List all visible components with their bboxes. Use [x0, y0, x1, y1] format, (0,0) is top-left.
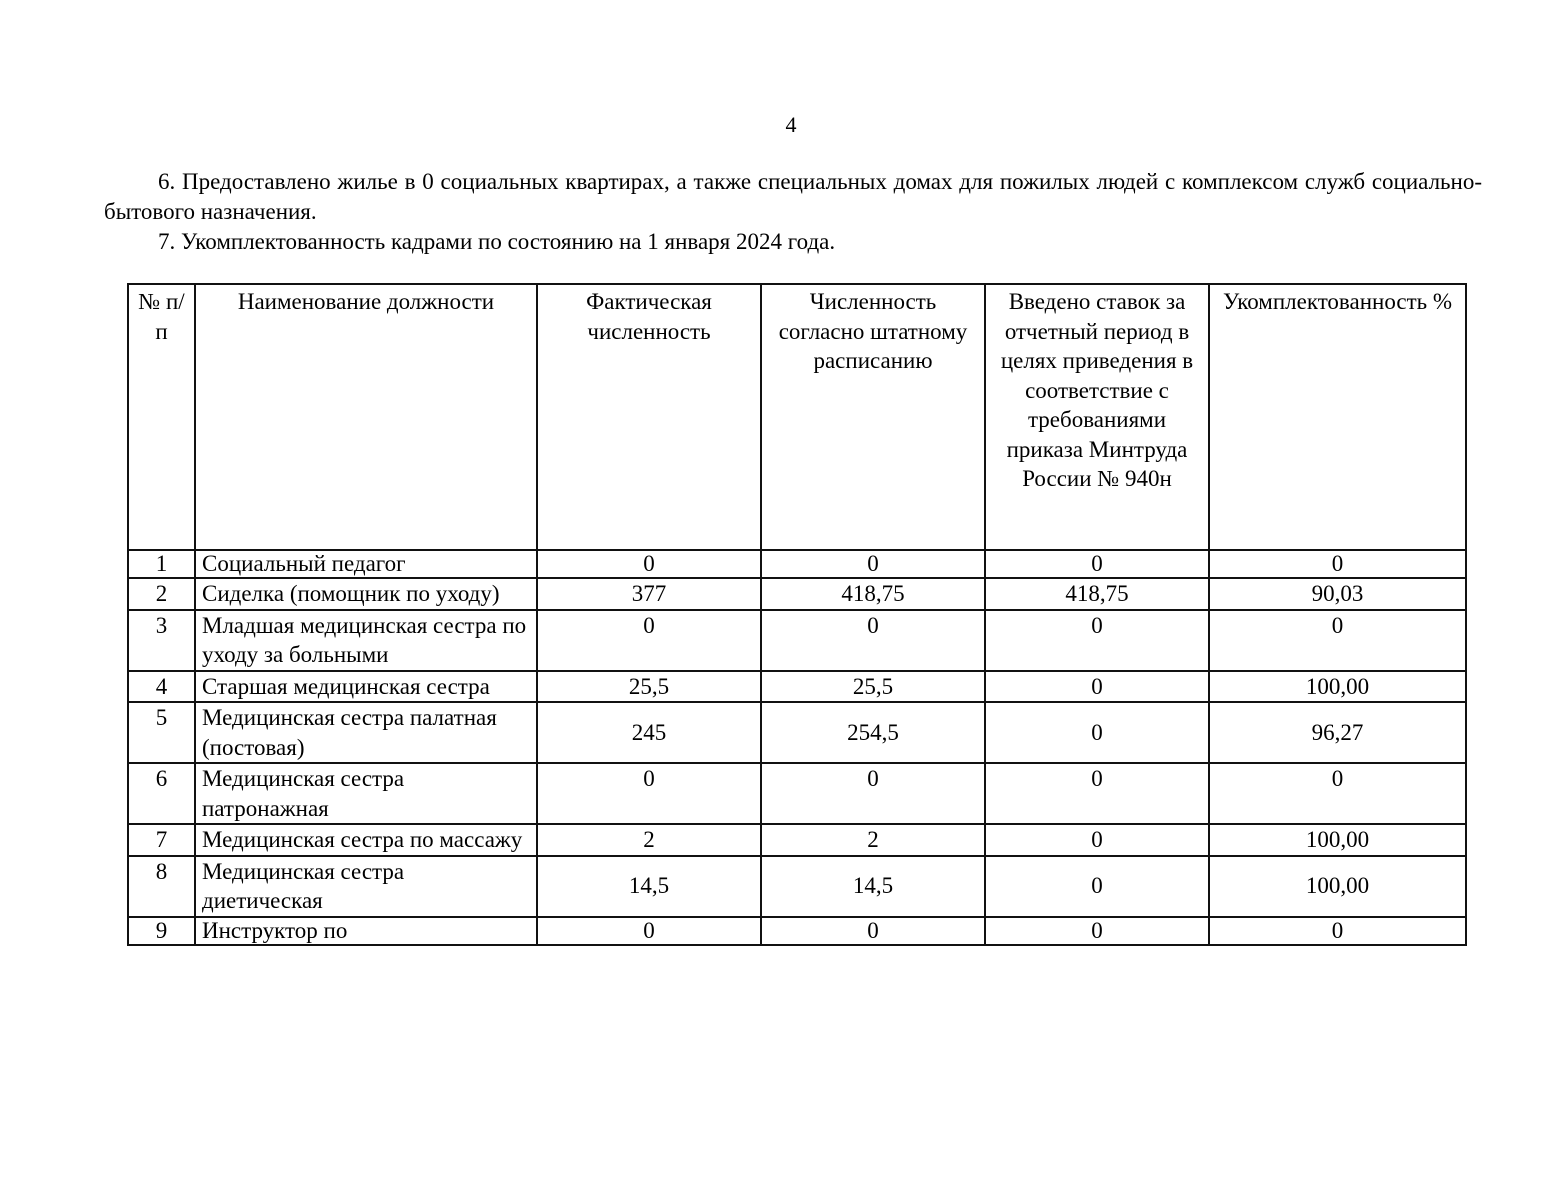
paragraph-6-text: 6. Предоставлено жилье в 0 социальных квартирах, а также специальных домах для пожилых людей с комплексом служб социально-бытового назначения. — [104, 169, 1482, 224]
table-row — [128, 702, 1466, 763]
cell-fact: 0 — [537, 763, 761, 824]
cell-staffing: 0 — [1209, 550, 1466, 578]
cell-staffing: 0 — [1209, 917, 1466, 945]
cell-name: Социальный педагог — [195, 550, 537, 578]
cell-introduced: 0 — [985, 824, 1209, 856]
table-header-row — [128, 284, 1466, 550]
cell-name: Младшая медицинская сестра по уходу за больными — [195, 610, 537, 671]
header-state: Численность согласно штатному расписанию — [761, 284, 985, 550]
cell-staffing: 100,00 — [1209, 824, 1466, 856]
table-row — [128, 824, 1466, 856]
cell-introduced: 418,75 — [985, 578, 1209, 610]
cell-fact: 245 — [537, 702, 761, 763]
cell-state: 14,5 — [761, 856, 985, 917]
cell-fact: 377 — [537, 578, 761, 610]
cell-state: 2 — [761, 824, 985, 856]
cell-num: 3 — [128, 610, 195, 671]
cell-state: 0 — [761, 917, 985, 945]
cell-name: Сиделка (помощник по уходу) — [195, 578, 537, 610]
cell-name: Медицинская сестра по массажу — [195, 824, 537, 856]
cell-num: 6 — [128, 763, 195, 824]
cell-num: 7 — [128, 824, 195, 856]
cell-name: Медицинская сестра палатная (постовая) — [195, 702, 537, 763]
header-name: Наименование должности — [195, 284, 537, 550]
paragraph-7: 7. Укомплектованность кадрами по состоянию на 1 января 2024 года. — [158, 229, 836, 254]
cell-name: Медицинская сестра диетическая — [195, 856, 537, 917]
cell-num: 5 — [128, 702, 195, 763]
cell-staffing: 0 — [1209, 610, 1466, 671]
cell-name: Старшая медицинская сестра — [195, 671, 537, 703]
cell-introduced: 0 — [985, 763, 1209, 824]
cell-introduced: 0 — [985, 550, 1209, 578]
cell-state: 0 — [761, 610, 985, 671]
cell-introduced: 0 — [985, 856, 1209, 917]
cell-num: 2 — [128, 578, 195, 610]
cell-fact: 2 — [537, 824, 761, 856]
cell-fact: 25,5 — [537, 671, 761, 703]
cell-num: 8 — [128, 856, 195, 917]
cell-state: 0 — [761, 763, 985, 824]
cell-state: 25,5 — [761, 671, 985, 703]
cell-fact: 14,5 — [537, 856, 761, 917]
cell-introduced: 0 — [985, 702, 1209, 763]
header-num: № п/п — [128, 284, 195, 550]
staffing-table — [127, 283, 1467, 946]
cell-staffing: 96,27 — [1209, 702, 1466, 763]
cell-state: 418,75 — [761, 578, 985, 610]
table-row — [128, 550, 1466, 578]
table-row — [128, 671, 1466, 703]
cell-introduced: 0 — [985, 671, 1209, 703]
cell-fact: 0 — [537, 610, 761, 671]
table-row — [128, 763, 1466, 824]
cell-staffing: 100,00 — [1209, 671, 1466, 703]
header-introduced: Введено ставок за отчетный период в целях приведения в соответствие с требованиями приказа Минтруда России № 940н — [985, 284, 1209, 550]
cell-name: Медицинская сестра патронажная — [195, 763, 537, 824]
cell-fact: 0 — [537, 917, 761, 945]
cell-num: 9 — [128, 917, 195, 945]
cell-staffing: 90,03 — [1209, 578, 1466, 610]
cell-staffing: 100,00 — [1209, 856, 1466, 917]
cell-state: 254,5 — [761, 702, 985, 763]
table-row — [128, 578, 1466, 610]
cell-introduced: 0 — [985, 610, 1209, 671]
header-fact: Фактическая численность — [537, 284, 761, 550]
cell-num: 1 — [128, 550, 195, 578]
header-staffing: Укомплектованность % — [1209, 284, 1466, 550]
table-row — [128, 610, 1466, 671]
cell-name: Инструктор по — [195, 917, 537, 945]
paragraph-6 — [104, 167, 1482, 227]
cell-staffing: 0 — [1209, 763, 1466, 824]
table-row — [128, 856, 1466, 917]
page-number: 4 — [785, 112, 797, 137]
cell-state: 0 — [761, 550, 985, 578]
cell-introduced: 0 — [985, 917, 1209, 945]
cell-num: 4 — [128, 671, 195, 703]
table-row — [128, 917, 1466, 945]
cell-fact: 0 — [537, 550, 761, 578]
